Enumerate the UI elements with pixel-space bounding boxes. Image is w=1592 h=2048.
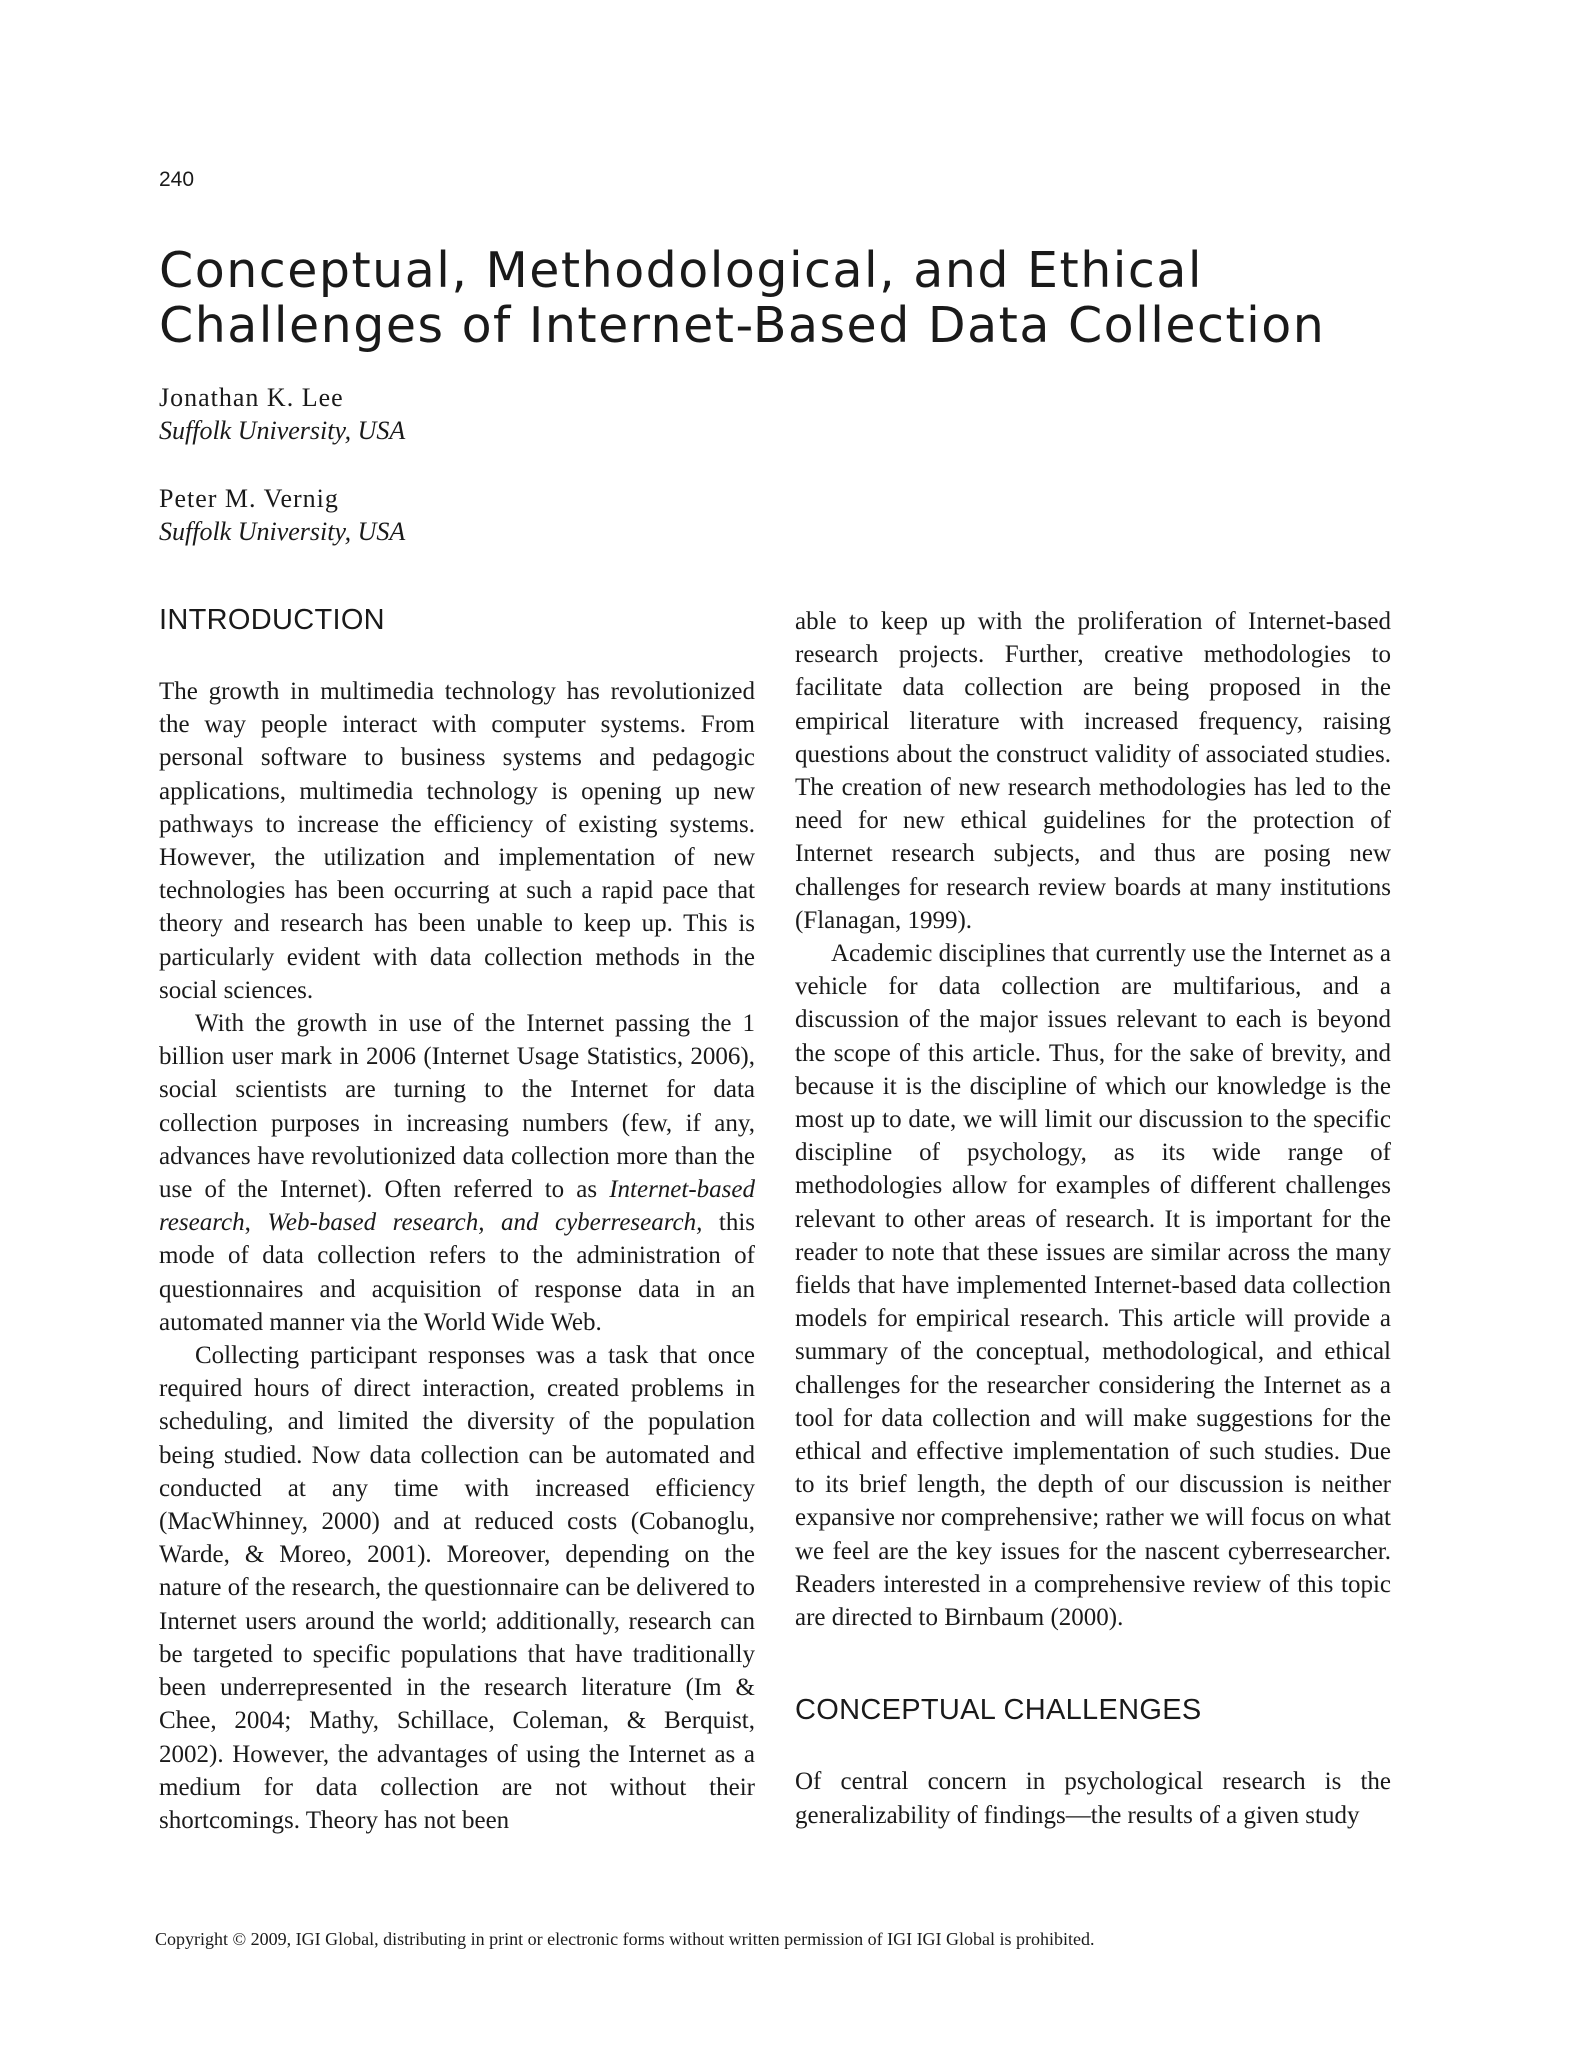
paragraph: Of central concern in psychological research is the generalizability of findings—the results of a given study (795, 1768, 1391, 1829)
right-column (795, 605, 1391, 1832)
author-block (159, 381, 405, 447)
section-heading-introduction: INTRODUCTION (159, 604, 385, 636)
text-run: this mode of data collection refers to the administration of questionnaires and acquisition of response data in an automated manner via the World Wide Web. (159, 1209, 756, 1336)
page-number: 240 (159, 168, 195, 191)
section-heading-conceptual-challenges: CONCEPTUAL CHALLENGES (795, 1694, 1202, 1727)
paragraph: Academic disciplines that currently use the Internet as a vehicle for data collection are multifarious, and a discussion of the major issues relevant to each is beyond the scope of this article. Thus, for the sake of brevity, and because it is the discipline of which our knowledge is the most up to date, we will limit our discussion to the specific discipline of psychology, as its wide range of methodologies allow for examples of different challenges relevant to other areas of research. It is important for the reader to note that these issues are similar across the many fields that have implemented Internet-based data collection models for empirical research. This article will provide a summary of the conceptual, methodological, and ethical challenges for the researcher considering the Internet as a tool for data collection and will make suggestions for the ethical and effective implementation of such studies. Due to its brief length, the depth of our discussion is neither expansive nor comprehensive; rather we will focus on what we feel are the key issues for the nascent cyberresearcher. Readers interested in a comprehensive review of this topic are directed to Birnbaum (2000). (795, 940, 1391, 1632)
text-run: , (244, 1209, 268, 1237)
left-column (159, 604, 755, 1837)
author-affiliation: Suffolk University, USA (159, 517, 406, 546)
author-block (159, 482, 405, 548)
paragraph: The growth in multimedia technology has revolutionized the way people interact with computer systems. From personal software to business systems and pedagogic applications, multimedia technology is opening up new pathways to increase the efficiency of existing systems. However, the utilization and implementation of new technologies has been occurring at such a rapid pace that theory and research has been unable to keep up. This is particularly evident with data collection methods in the social sciences. (159, 678, 755, 1004)
emphasis: Internet-based research (159, 1176, 755, 1237)
author-name: Jonathan K. Lee (159, 383, 344, 412)
paragraph: able to keep up with the proliferation of Internet-based research projects. Further, creative methodologies to facilitate data collection are being proposed in the empirical literature with increased frequency, raising questions about the construct validity of associated studies. The creation of new research methodologies has led to the need for new ethical guidelines for the protection of Internet research subjects, and thus are posing new challenges for research review boards at many institutions (Flanagan, 1999). (795, 608, 1391, 934)
paragraph: Collecting participant responses was a task that once required hours of direct interaction, created problems in scheduling, and limited the diversity of the population being studied. Now data collection can be automated and conducted at any time with increased efficiency (MacWhinney, 2000) and at reduced costs (Cobanoglu, Warde, & Moreo, 2001). Moreover, depending on the nature of the research, the questionnaire can be delivered to Internet users around the world; additionally, research can be targeted to specific populations that have traditionally been underrepresented in the research literature (Im & Chee, 2004; Mathy, Schillace, Coleman, & Berquist, 2002). However, the advantages of using the Internet as a medium for data collection are not without their shortcomings. Theory has not been (159, 1342, 755, 1834)
author-affiliation: Suffolk University, USA (159, 416, 406, 445)
article-title (159, 244, 1325, 354)
text-run: With the growth in use of the Internet passing the 1 billion user mark in 2006 (Internet Usage Statistics, 2006), social scientists are turning to the Internet for data collection purposes in increasing numbers (few, if any, advances have revolutionized data collection more than the use of the Internet). Often referred to as (159, 1010, 755, 1204)
title-line-1: Conceptual, Methodological, and Ethical (159, 242, 1203, 299)
emphasis: Web-based research, and cyberresearch, (267, 1209, 703, 1237)
title-line-2: Challenges of Internet-Based Data Collection (159, 296, 1326, 354)
author-name: Peter M. Vernig (159, 484, 339, 513)
copyright-notice: Copyright © 2009, IGI Global, distributing in print or electronic forms without written permission of IGI IGI Global is prohibited. (155, 1929, 1095, 1949)
paragraph (159, 1007, 755, 1339)
